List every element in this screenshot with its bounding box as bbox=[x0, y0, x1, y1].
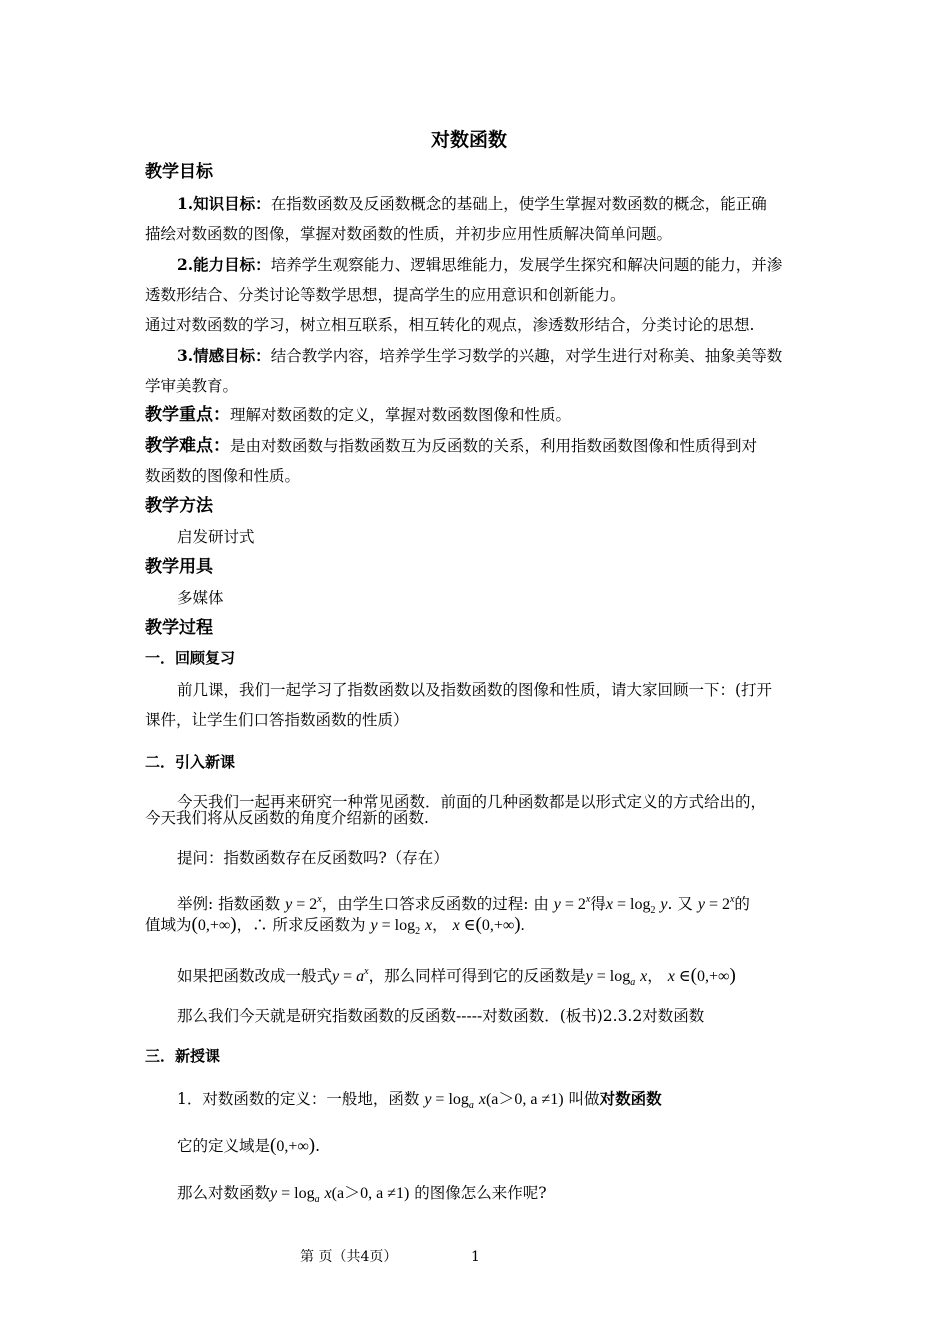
heading-goals: 教学目标 bbox=[145, 162, 213, 182]
goal-2-line-1 bbox=[177, 255, 782, 275]
formula-log-function: $y = \log_a x(a>0$, a ≠1) bbox=[424, 1091, 564, 1111]
definition-line bbox=[177, 1089, 662, 1116]
example-text-c: 得 bbox=[590, 895, 606, 913]
example-text-d: . 又 bbox=[667, 895, 693, 913]
definition-term: 对数函数 bbox=[599, 1089, 662, 1108]
difficult-point-label: 教学难点： bbox=[145, 436, 230, 456]
definition-text-a: 1．对数函数的定义：一般地，函数 bbox=[177, 1090, 420, 1108]
general-form-line bbox=[177, 962, 736, 993]
example-line-2: 值域为(0,+∞)，∴ 所求反函数为 $y = \log_2 x$， x ∈(0,+∞). bbox=[145, 914, 525, 937]
domain-text-a: 它的定义域是 bbox=[177, 1137, 271, 1155]
example2-text-a: 值域为 bbox=[145, 916, 192, 934]
interval-open-positive: (0,+∞) bbox=[191, 914, 237, 935]
key-point-label: 教学重点： bbox=[145, 405, 230, 425]
section-2-title: 二．引入新课 bbox=[145, 753, 236, 771]
goal-1-line-2: 描绘对数函数的图像，掌握对数函数的性质，并初步应用性质解决简单问题。 bbox=[145, 225, 673, 243]
goal-2-line-2: 透数形结合、分类讨论等数学思想，提高学生的应用意识和创新能力。 bbox=[145, 286, 626, 304]
difficult-point-text: 是由对数函数与指数函数互为反函数的关系，利用指数函数图像和性质得到对 bbox=[230, 437, 758, 455]
formula-y-eq-2x-c: $y = 2^x$ bbox=[697, 894, 735, 913]
goal-2-line-3: 通过对数函数的学习，树立相互联系，相互转化的观点，渗透数形结合，分类讨论的思想. bbox=[145, 316, 755, 334]
key-point bbox=[145, 405, 571, 425]
formula-x-in-interval-2: x ∈(0,+∞) bbox=[667, 965, 736, 986]
example-text-e: 的 bbox=[734, 895, 750, 913]
formula-y-eq-ax: $y = a^x$ bbox=[332, 966, 369, 985]
goal-3-text: 结合教学内容，培养学生学习数学的兴趣，对学生进行对称美、抽象美等数 bbox=[270, 347, 783, 365]
section-1-para-line-2: 课件，让学生们口答指数函数的性质） bbox=[145, 711, 409, 729]
section-2-para-line-2: 今天我们将从反函数的角度介绍新的函数. bbox=[145, 809, 429, 827]
goal-3-line-1 bbox=[177, 346, 782, 366]
section-2-question: 提问：指数函数存在反函数吗?（存在） bbox=[177, 849, 449, 867]
formula-y-eq-2x-b: $y = 2^x$ bbox=[553, 894, 591, 913]
doc-title: 对数函数 bbox=[431, 129, 508, 151]
goal-1-text: 在指数函数及反函数概念的基础上，使学生掌握对数函数的概念，能正确 bbox=[270, 195, 767, 213]
difficult-point-line-2: 数函数的图像和性质。 bbox=[145, 467, 301, 485]
formula-y-eq-log2x: $y = \log_2 x$ bbox=[370, 917, 433, 937]
section-2-para-line-1: 今天我们一起再来研究一种常见函数．前面的几种函数都是以形式定义的方式给出的， bbox=[177, 793, 767, 811]
general-text-a: 如果把函数改成一般式 bbox=[177, 967, 333, 985]
goal-3-line-2: 学审美教育。 bbox=[145, 377, 239, 395]
goal-1-line-1 bbox=[177, 194, 767, 214]
example-text-a: 举例: 指数函数 bbox=[177, 895, 281, 913]
key-point-text: 理解对数函数的定义，掌握对数函数图像和性质。 bbox=[230, 406, 572, 424]
graph-text-b: 的图像怎么来作呢? bbox=[414, 1184, 547, 1202]
formula-y-eq-2x: $y = 2^x$ bbox=[285, 894, 322, 913]
domain-text-b: . bbox=[315, 1137, 321, 1155]
example2-text-b: ，∴ 所求反函数为 bbox=[236, 916, 366, 934]
goal-2-label: 2.能力目标： bbox=[177, 255, 271, 274]
graph-text-a: 那么对数函数 bbox=[177, 1184, 271, 1202]
goal-2-text: 培养学生观察能力、逻辑思维能力，发展学生探究和解决问题的能力，并渗 bbox=[270, 256, 783, 274]
heading-tools: 教学用具 bbox=[145, 557, 213, 577]
tools-text: 多媒体 bbox=[177, 589, 224, 607]
formula-log-function-2: $y = \log_a x(a>0$, a ≠1) bbox=[270, 1185, 410, 1205]
graph-question-line bbox=[177, 1183, 547, 1210]
heading-process: 教学过程 bbox=[145, 618, 213, 638]
definition-text-b: 叫做 bbox=[568, 1090, 600, 1108]
formula-x-eq-log2y: $x = \log_2 y$ bbox=[605, 896, 668, 916]
section-2-conclusion: 那么我们今天就是研究指数函数的反函数-----对数函数．(板书)2.3.2对数函数 bbox=[177, 1007, 705, 1025]
footer-page-number: 1 bbox=[471, 1249, 480, 1265]
section-1-title: 一．回顾复习 bbox=[145, 649, 236, 667]
example2-text-c: ， bbox=[432, 916, 448, 934]
domain-line bbox=[177, 1136, 320, 1157]
domain-interval: (0,+∞) bbox=[270, 1135, 316, 1156]
formula-x-in-interval: x ∈(0,+∞) bbox=[452, 914, 521, 935]
section-1-para-line-1: 前几课，我们一起学习了指数函数以及指数函数的图像和性质，请大家回顾一下：(打开 bbox=[177, 681, 773, 699]
general-text-c: ， bbox=[647, 967, 663, 985]
general-text-b: ，那么同样可得到它的反函数是 bbox=[368, 967, 586, 985]
goal-1-label: 1.知识目标： bbox=[177, 194, 271, 213]
method-text: 启发研讨式 bbox=[177, 528, 255, 546]
difficult-point-line-1 bbox=[145, 436, 757, 456]
heading-method: 教学方法 bbox=[145, 496, 213, 516]
goal-3-label: 3.情感目标： bbox=[177, 346, 271, 365]
section-3-title: 三．新授课 bbox=[145, 1047, 221, 1065]
example-text-b: ，由学生口答求反函数的过程: 由 bbox=[321, 895, 549, 913]
footer-page-label: 第 页（共4页） bbox=[300, 1249, 398, 1265]
formula-y-eq-logax: $y = \log_a x$ bbox=[585, 968, 648, 988]
